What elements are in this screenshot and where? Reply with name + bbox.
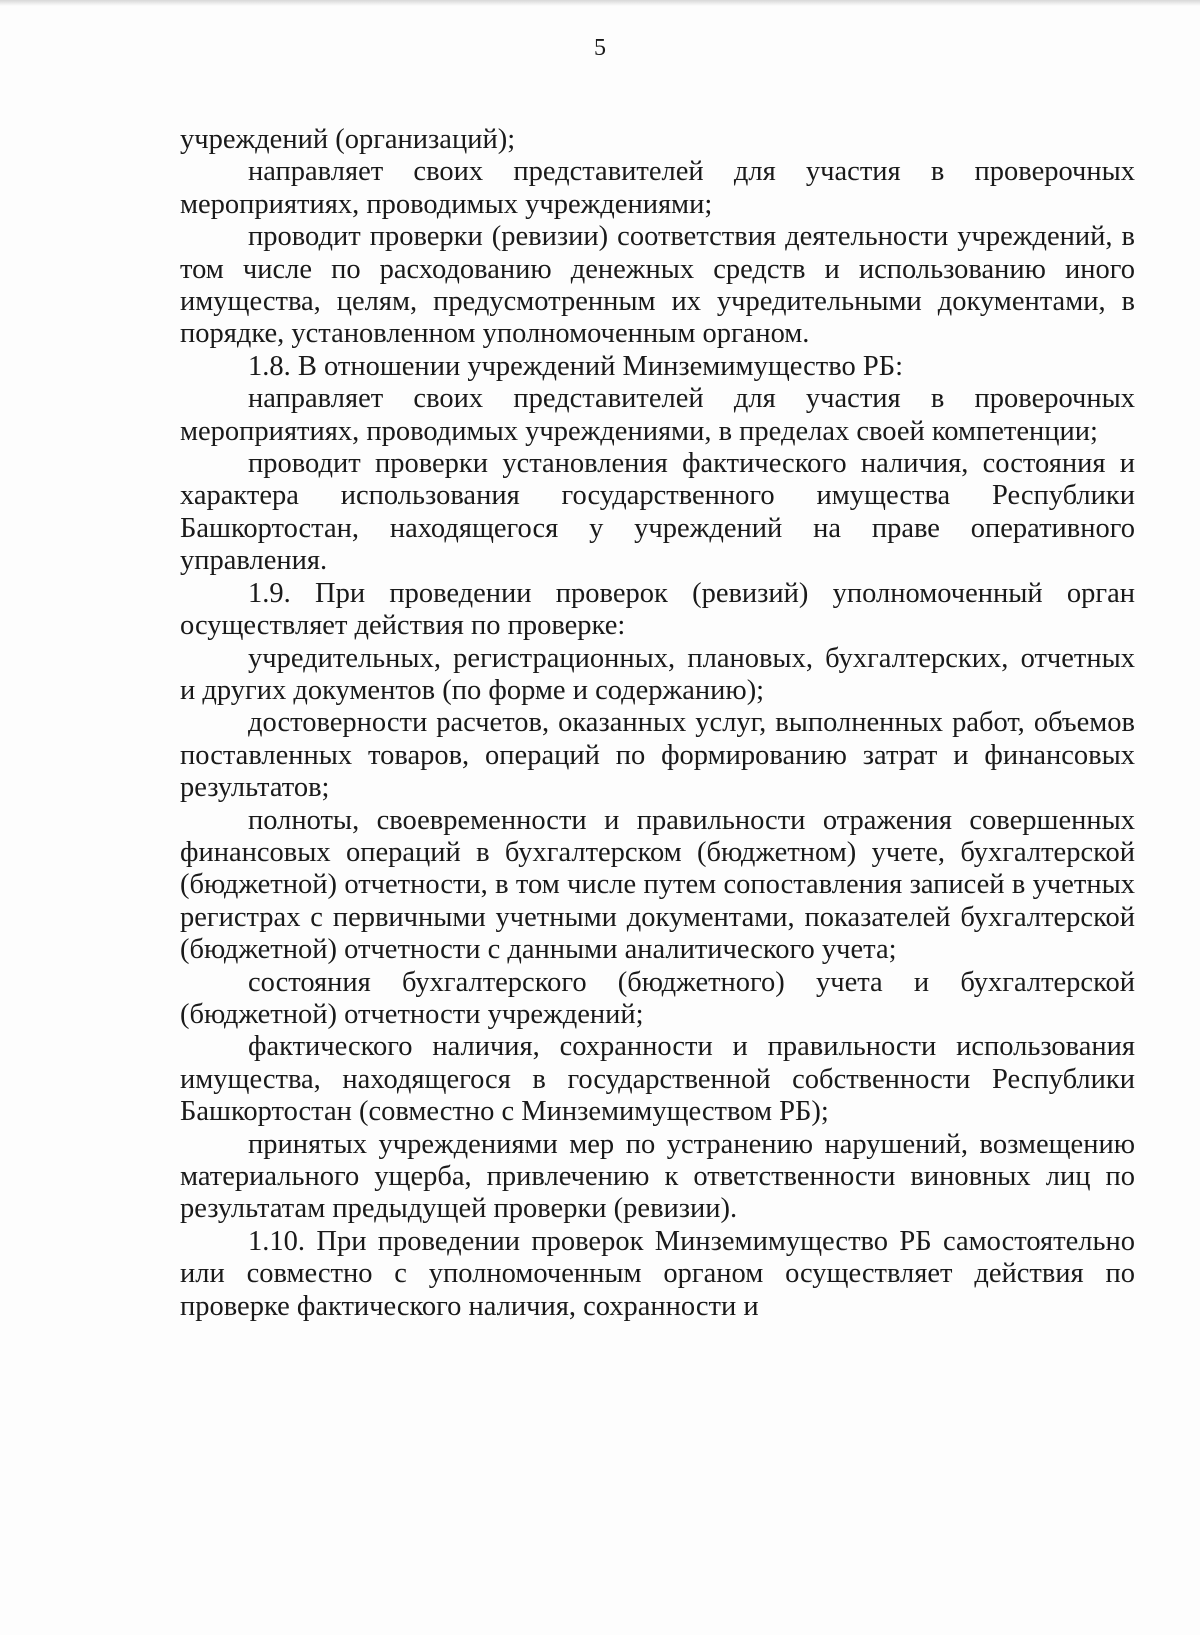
paragraph: принятых учреждениями мер по устранению нарушений, возмещению материального ущерба, привлечению к ответственности виновных лиц по результатам предыдущей проверки (ревизии). (180, 1128, 1135, 1225)
paragraph: достоверности расчетов, оказанных услуг, выполненных работ, объемов поставленных товаров, операций по формированию затрат и финансовых результатов; (180, 707, 1135, 804)
scan-edge (0, 0, 1200, 6)
paragraph: 1.10. При проведении проверок Минземимущество РБ самостоятельно или совместно с уполномоченным органом осуществляет действия по проверке фактического наличия, сохранности и (180, 1225, 1135, 1322)
page-number: 5 (594, 35, 606, 61)
paragraph: состояния бухгалтерского (бюджетного) учета и бухгалтерской (бюджетной) отчетности учреждений; (180, 966, 1135, 1030)
document-body (180, 124, 1135, 1323)
paragraph: проводит проверки установления фактического наличия, состояния и характера использования государственного имущества Республики Башкортостан, находящегося у учреждений на праве оперативного управления. (180, 448, 1135, 577)
paragraph: направляет своих представителей для участия в проверочных мероприятиях, проводимых учреждениями, в пределах своей компетенции; (180, 383, 1135, 447)
paragraph: учредительных, регистрационных, плановых, бухгалтерских, отчетных и других документов (по форме и содержанию); (180, 642, 1135, 706)
paragraph: полноты, своевременности и правильности отражения совершенных финансовых операций в бухгалтерском (бюджетном) учете, бухгалтерской (бюджетной) отчетности, в том числе путем сопоставления записей в учетных регистрах с первичными учетными документами, показателей бухгалтерской (бюджетной) отчетности с данными аналитического учета; (180, 804, 1135, 966)
paragraph: проводит проверки (ревизии) соответствия деятельности учреждений, в том числе по расходованию денежных средств и использованию иного имущества, целям, предусмотренным их учредительными документами, в порядке, установленном уполномоченным органом. (180, 221, 1135, 350)
paragraph: направляет своих представителей для участия в проверочных мероприятиях, проводимых учреждениями; (180, 156, 1135, 220)
paragraph: учреждений (организаций); (180, 124, 516, 155)
paragraph: 1.9. При проведении проверок (ревизий) уполномоченный орган осуществляет действия по проверке: (180, 577, 1135, 642)
paragraph: 1.8. В отношении учреждений Минземимущество РБ: (248, 350, 904, 382)
paragraph: фактического наличия, сохранности и правильности использования имущества, находящегося в государственной собственности Республики Башкортостан (совместно с Минземимуществом РБ); (180, 1031, 1135, 1128)
